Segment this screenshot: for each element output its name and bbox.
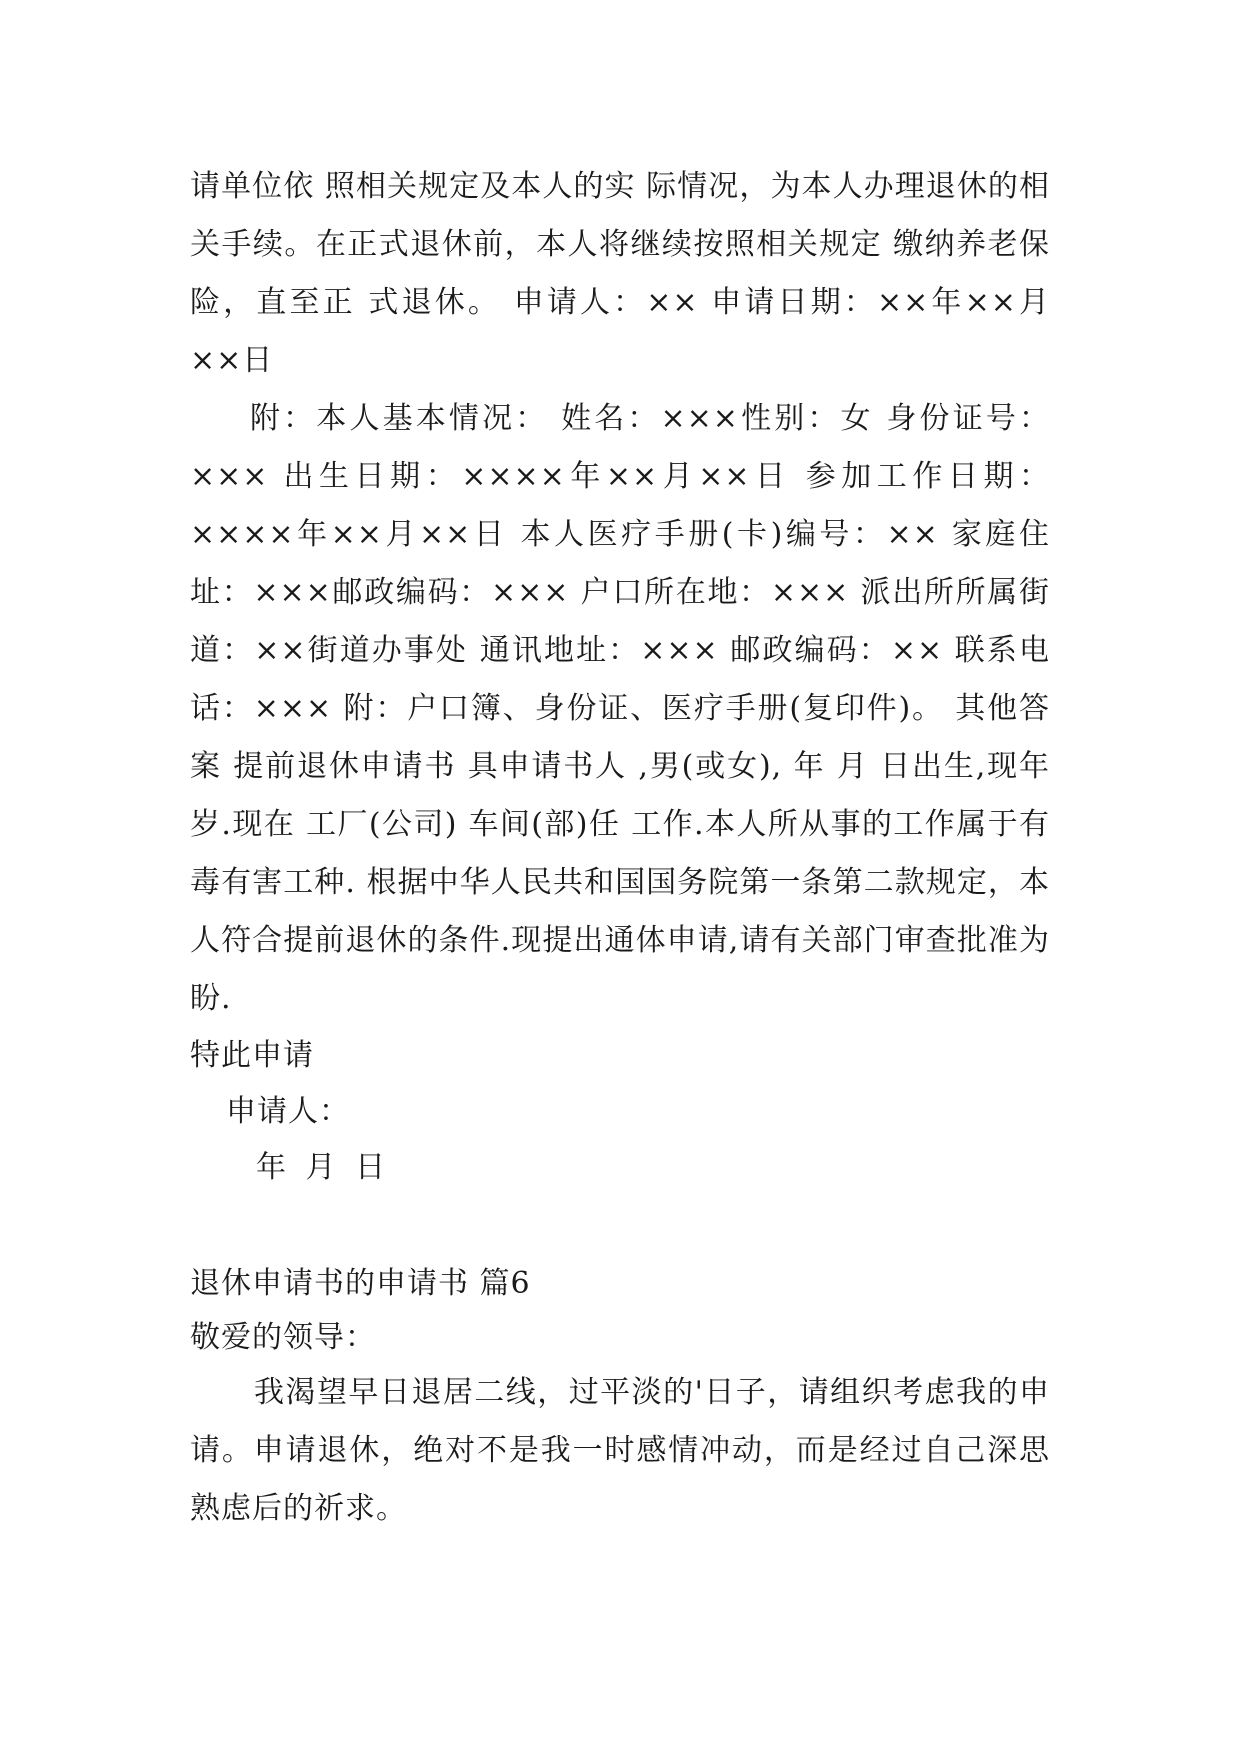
salutation: 敬爱的领导： — [190, 1320, 376, 1355]
signer-label: 申请人： — [226, 1094, 350, 1129]
section-title: 退休申请书的申请书 篇6 — [190, 1266, 531, 1301]
closing-line: 特此申请 — [190, 1038, 314, 1073]
date-line: 年 月 日 — [256, 1150, 387, 1185]
paragraph-retirement-request: 请单位依 照相关规定及本人的实 际情况，为本人办理退休的相关手续。在正式退休前，本人将继续按照相关规定 缴纳养老保险，直至正 式退休。 申请人：×× 申请日期：××年××月××日 — [190, 169, 1050, 378]
paragraph-basic-info: 附：本人基本情况： 姓名：×××性别：女 身份证号：××× 出生日期：××××年××月××日 参加工作日期：××××年××月××日 本人医疗手册(卡)编号：×× 家庭住址：×××邮政编码：××× 户口所在地：××× 派出所所属街道：××街道办事处 通讯地址：××× 邮政编码：×× 联系电话：××× 附：户口簿、身份证、医疗手册(复印件)。 其他答案 提前退休申请书 具申请书人 ,男(或女), 年 月 日出生,现年 岁.现在 工厂(公司) 车间(部)任 工作.本人所从事的工作属于有毒有害工种. 根据中华人民共和国国务院第一条第二款规定，本人符合提前退休的条件.现提出通体申请,请有关部门审查批准为盼. — [190, 401, 1050, 1016]
paragraph-retirement-wish: 我渴望早日退居二线，过平淡的'日子，请组织考虑我的申请。申请退休，绝对不是我一时感情冲动，而是经过自己深思熟虑后的祈求。 — [190, 1375, 1050, 1526]
